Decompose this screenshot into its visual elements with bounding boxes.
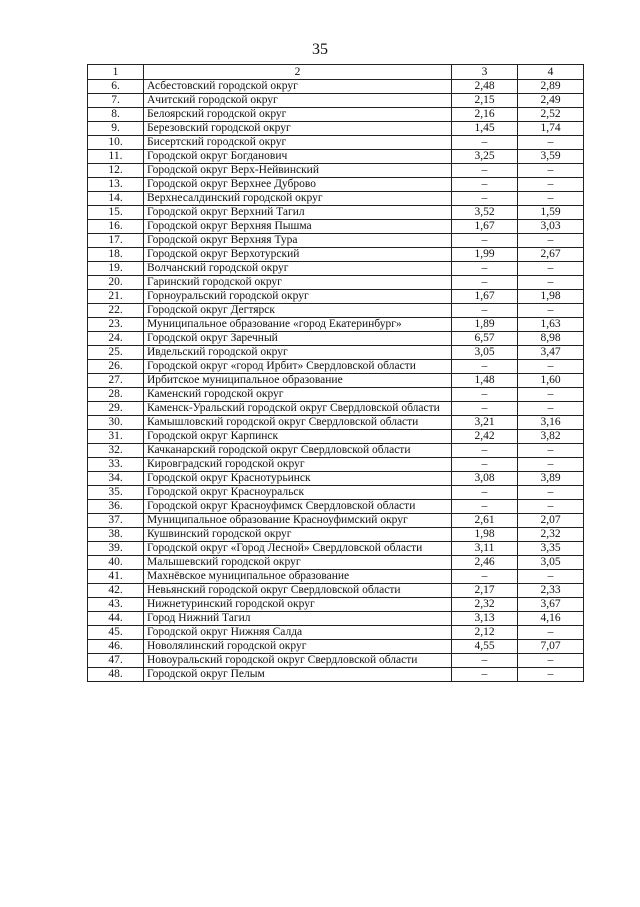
row-name: Гаринский городской округ bbox=[144, 276, 452, 290]
table-row bbox=[88, 332, 584, 346]
row-name: Городской округ Верхнее Дуброво bbox=[144, 178, 452, 192]
row-name: Городской округ Нижняя Салда bbox=[144, 626, 452, 640]
table-row bbox=[88, 500, 584, 514]
row-value-3: – bbox=[452, 654, 518, 668]
row-name: Городской округ Пелым bbox=[144, 668, 452, 682]
row-value-4: – bbox=[518, 276, 584, 290]
table-row bbox=[88, 584, 584, 598]
row-value-4: 3,03 bbox=[518, 220, 584, 234]
row-number: 44. bbox=[88, 612, 144, 626]
row-name: Камышловский городской округ Свердловской области bbox=[144, 416, 452, 430]
row-value-4: – bbox=[518, 234, 584, 248]
row-number: 6. bbox=[88, 80, 144, 94]
table-row bbox=[88, 304, 584, 318]
row-value-4: – bbox=[518, 262, 584, 276]
row-value-3: – bbox=[452, 388, 518, 402]
row-value-4: – bbox=[518, 192, 584, 206]
row-name: Ачитский городской округ bbox=[144, 94, 452, 108]
table-row bbox=[88, 416, 584, 430]
row-value-3: 3,13 bbox=[452, 612, 518, 626]
row-value-4: 1,63 bbox=[518, 318, 584, 332]
row-value-3: 2,61 bbox=[452, 514, 518, 528]
row-number: 8. bbox=[88, 108, 144, 122]
table-row bbox=[88, 346, 584, 360]
row-value-3: 3,52 bbox=[452, 206, 518, 220]
row-value-4: 3,67 bbox=[518, 598, 584, 612]
header-col-3: 3 bbox=[452, 65, 518, 80]
row-number: 7. bbox=[88, 94, 144, 108]
row-value-3: 1,45 bbox=[452, 122, 518, 136]
row-name: Асбестовский городской округ bbox=[144, 80, 452, 94]
row-name: Городской округ Верхотурский bbox=[144, 248, 452, 262]
row-value-3: 2,17 bbox=[452, 584, 518, 598]
row-name: Махнёвское муниципальное образование bbox=[144, 570, 452, 584]
row-value-3: – bbox=[452, 164, 518, 178]
row-name: Березовский городской округ bbox=[144, 122, 452, 136]
row-value-3: 1,48 bbox=[452, 374, 518, 388]
row-number: 18. bbox=[88, 248, 144, 262]
table-row bbox=[88, 318, 584, 332]
row-name: Город Нижний Тагил bbox=[144, 612, 452, 626]
page-number: 35 bbox=[312, 41, 328, 58]
row-name: Качканарский городской округ Свердловской области bbox=[144, 444, 452, 458]
header-col-4: 4 bbox=[518, 65, 584, 80]
row-value-3: – bbox=[452, 570, 518, 584]
table-row bbox=[88, 444, 584, 458]
table-row bbox=[88, 458, 584, 472]
row-value-3: – bbox=[452, 276, 518, 290]
table-row bbox=[88, 262, 584, 276]
row-number: 45. bbox=[88, 626, 144, 640]
row-value-4: – bbox=[518, 486, 584, 500]
row-value-4: 2,52 bbox=[518, 108, 584, 122]
row-value-4: 1,98 bbox=[518, 290, 584, 304]
row-number: 16. bbox=[88, 220, 144, 234]
row-number: 34. bbox=[88, 472, 144, 486]
row-value-4: 7,07 bbox=[518, 640, 584, 654]
row-value-4: 3,05 bbox=[518, 556, 584, 570]
row-name: Городской округ Богданович bbox=[144, 150, 452, 164]
row-value-3: 2,42 bbox=[452, 430, 518, 444]
table-row bbox=[88, 108, 584, 122]
row-name: Городской округ Верх-Нейвинский bbox=[144, 164, 452, 178]
row-name: Городской округ Красноуральск bbox=[144, 486, 452, 500]
row-value-3: – bbox=[452, 668, 518, 682]
row-number: 28. bbox=[88, 388, 144, 402]
row-name: Новолялинский городской округ bbox=[144, 640, 452, 654]
row-number: 26. bbox=[88, 360, 144, 374]
row-value-4: – bbox=[518, 668, 584, 682]
header-row bbox=[88, 65, 584, 80]
table-row bbox=[88, 374, 584, 388]
row-number: 12. bbox=[88, 164, 144, 178]
row-name: Городской округ Верхняя Пышма bbox=[144, 220, 452, 234]
row-number: 24. bbox=[88, 332, 144, 346]
row-name: Белоярский городской округ bbox=[144, 108, 452, 122]
row-value-3: 2,12 bbox=[452, 626, 518, 640]
table-row bbox=[88, 80, 584, 94]
row-value-3: 3,05 bbox=[452, 346, 518, 360]
row-number: 22. bbox=[88, 304, 144, 318]
row-name: Муниципальное образование «город Екатеринбург» bbox=[144, 318, 452, 332]
row-number: 20. bbox=[88, 276, 144, 290]
table-row bbox=[88, 94, 584, 108]
row-number: 33. bbox=[88, 458, 144, 472]
row-value-4: – bbox=[518, 626, 584, 640]
row-name: Ивдельский городской округ bbox=[144, 346, 452, 360]
row-number: 15. bbox=[88, 206, 144, 220]
row-value-4: 2,89 bbox=[518, 80, 584, 94]
table-row bbox=[88, 598, 584, 612]
row-value-4: 1,60 bbox=[518, 374, 584, 388]
table-row bbox=[88, 612, 584, 626]
row-value-4: 2,32 bbox=[518, 528, 584, 542]
row-name: Бисертский городской округ bbox=[144, 136, 452, 150]
table-row bbox=[88, 570, 584, 584]
row-number: 11. bbox=[88, 150, 144, 164]
row-value-4: – bbox=[518, 178, 584, 192]
row-value-4: – bbox=[518, 304, 584, 318]
table-row bbox=[88, 192, 584, 206]
row-number: 40. bbox=[88, 556, 144, 570]
row-number: 32. bbox=[88, 444, 144, 458]
row-number: 19. bbox=[88, 262, 144, 276]
row-number: 39. bbox=[88, 542, 144, 556]
table-row bbox=[88, 122, 584, 136]
row-number: 30. bbox=[88, 416, 144, 430]
table-row bbox=[88, 654, 584, 668]
row-value-4: – bbox=[518, 136, 584, 150]
row-value-3: – bbox=[452, 500, 518, 514]
row-name: Городской округ Заречный bbox=[144, 332, 452, 346]
row-name: Муниципальное образование Красноуфимский округ bbox=[144, 514, 452, 528]
row-value-3: – bbox=[452, 304, 518, 318]
row-value-3: 2,15 bbox=[452, 94, 518, 108]
row-value-4: 8,98 bbox=[518, 332, 584, 346]
table-row bbox=[88, 248, 584, 262]
row-name: Городской округ Дегтярск bbox=[144, 304, 452, 318]
row-value-4: – bbox=[518, 500, 584, 514]
row-value-3: 3,21 bbox=[452, 416, 518, 430]
table-row bbox=[88, 486, 584, 500]
table-row bbox=[88, 150, 584, 164]
row-value-3: 1,67 bbox=[452, 220, 518, 234]
table-row bbox=[88, 136, 584, 150]
row-value-3: 1,89 bbox=[452, 318, 518, 332]
row-number: 23. bbox=[88, 318, 144, 332]
row-name: Городской округ Красноуфимск Свердловской области bbox=[144, 500, 452, 514]
row-number: 17. bbox=[88, 234, 144, 248]
row-value-4: – bbox=[518, 654, 584, 668]
row-number: 35. bbox=[88, 486, 144, 500]
row-name: Ирбитское муниципальное образование bbox=[144, 374, 452, 388]
row-value-4: 3,89 bbox=[518, 472, 584, 486]
row-value-3: 3,25 bbox=[452, 150, 518, 164]
row-name: Городской округ «Город Лесной» Свердловской области bbox=[144, 542, 452, 556]
row-value-3: 6,57 bbox=[452, 332, 518, 346]
row-name: Невьянский городской округ Свердловской области bbox=[144, 584, 452, 598]
row-name: Городской округ Верхняя Тура bbox=[144, 234, 452, 248]
row-value-4: 1,59 bbox=[518, 206, 584, 220]
table-row bbox=[88, 556, 584, 570]
row-number: 41. bbox=[88, 570, 144, 584]
table-row bbox=[88, 402, 584, 416]
row-name: Городской округ Краснотурьинск bbox=[144, 472, 452, 486]
row-value-3: 3,08 bbox=[452, 472, 518, 486]
row-value-3: – bbox=[452, 136, 518, 150]
table-body bbox=[88, 65, 584, 682]
row-value-3: – bbox=[452, 262, 518, 276]
table-row bbox=[88, 626, 584, 640]
row-value-4: – bbox=[518, 444, 584, 458]
row-name: Каменск-Уральский городской округ Свердловской области bbox=[144, 402, 452, 416]
row-value-3: – bbox=[452, 402, 518, 416]
table-row bbox=[88, 178, 584, 192]
row-name: Нижнетуринский городской округ bbox=[144, 598, 452, 612]
row-name: Городской округ Карпинск bbox=[144, 430, 452, 444]
table-row bbox=[88, 360, 584, 374]
row-value-3: – bbox=[452, 178, 518, 192]
table-row bbox=[88, 290, 584, 304]
row-number: 29. bbox=[88, 402, 144, 416]
row-value-4: 3,82 bbox=[518, 430, 584, 444]
row-value-4: 4,16 bbox=[518, 612, 584, 626]
row-number: 14. bbox=[88, 192, 144, 206]
table-row bbox=[88, 542, 584, 556]
row-number: 42. bbox=[88, 584, 144, 598]
row-value-3: 1,98 bbox=[452, 528, 518, 542]
row-name: Городской округ Верхний Тагил bbox=[144, 206, 452, 220]
table-row bbox=[88, 220, 584, 234]
row-value-3: 1,67 bbox=[452, 290, 518, 304]
row-value-3: 1,99 bbox=[452, 248, 518, 262]
table-row bbox=[88, 276, 584, 290]
row-number: 9. bbox=[88, 122, 144, 136]
table-row bbox=[88, 668, 584, 682]
table-row bbox=[88, 528, 584, 542]
row-value-3: 2,32 bbox=[452, 598, 518, 612]
row-value-3: 2,48 bbox=[452, 80, 518, 94]
row-number: 47. bbox=[88, 654, 144, 668]
row-value-3: 3,11 bbox=[452, 542, 518, 556]
header-col-2: 2 bbox=[144, 65, 452, 80]
row-value-4: 1,74 bbox=[518, 122, 584, 136]
row-value-3: – bbox=[452, 234, 518, 248]
row-value-4: 3,35 bbox=[518, 542, 584, 556]
row-name: Кировградский городской округ bbox=[144, 458, 452, 472]
table-row bbox=[88, 164, 584, 178]
data-table bbox=[87, 64, 584, 682]
row-value-4: – bbox=[518, 402, 584, 416]
row-value-3: – bbox=[452, 486, 518, 500]
row-value-3: – bbox=[452, 458, 518, 472]
row-value-3: – bbox=[452, 192, 518, 206]
table-row bbox=[88, 388, 584, 402]
row-value-3: – bbox=[452, 444, 518, 458]
row-value-4: 3,59 bbox=[518, 150, 584, 164]
row-value-3: 2,46 bbox=[452, 556, 518, 570]
table-row bbox=[88, 430, 584, 444]
row-name: Кушвинский городской округ bbox=[144, 528, 452, 542]
table-row bbox=[88, 206, 584, 220]
row-number: 36. bbox=[88, 500, 144, 514]
row-name: Малышевский городской округ bbox=[144, 556, 452, 570]
row-value-4: – bbox=[518, 388, 584, 402]
row-value-3: 2,16 bbox=[452, 108, 518, 122]
row-name: Горноуральский городской округ bbox=[144, 290, 452, 304]
row-number: 37. bbox=[88, 514, 144, 528]
row-number: 25. bbox=[88, 346, 144, 360]
row-name: Каменский городской округ bbox=[144, 388, 452, 402]
row-number: 43. bbox=[88, 598, 144, 612]
row-value-4: – bbox=[518, 360, 584, 374]
row-number: 21. bbox=[88, 290, 144, 304]
row-number: 48. bbox=[88, 668, 144, 682]
row-name: Городской округ «город Ирбит» Свердловской области bbox=[144, 360, 452, 374]
row-value-3: 4,55 bbox=[452, 640, 518, 654]
row-value-4: 3,16 bbox=[518, 416, 584, 430]
row-number: 27. bbox=[88, 374, 144, 388]
row-value-4: 2,33 bbox=[518, 584, 584, 598]
row-number: 31. bbox=[88, 430, 144, 444]
row-name: Верхнесалдинский городской округ bbox=[144, 192, 452, 206]
row-value-4: 2,49 bbox=[518, 94, 584, 108]
row-name: Волчанский городской округ bbox=[144, 262, 452, 276]
row-name: Новоуральский городской округ Свердловской области bbox=[144, 654, 452, 668]
row-value-4: 2,67 bbox=[518, 248, 584, 262]
row-value-4: – bbox=[518, 458, 584, 472]
row-value-4: 3,47 bbox=[518, 346, 584, 360]
row-value-4: – bbox=[518, 164, 584, 178]
row-number: 38. bbox=[88, 528, 144, 542]
row-value-4: – bbox=[518, 570, 584, 584]
row-value-4: 2,07 bbox=[518, 514, 584, 528]
row-number: 13. bbox=[88, 178, 144, 192]
row-number: 10. bbox=[88, 136, 144, 150]
row-value-3: – bbox=[452, 360, 518, 374]
table-row bbox=[88, 640, 584, 654]
table-row bbox=[88, 472, 584, 486]
table-row bbox=[88, 514, 584, 528]
header-col-1: 1 bbox=[88, 65, 144, 80]
table-row bbox=[88, 234, 584, 248]
row-number: 46. bbox=[88, 640, 144, 654]
